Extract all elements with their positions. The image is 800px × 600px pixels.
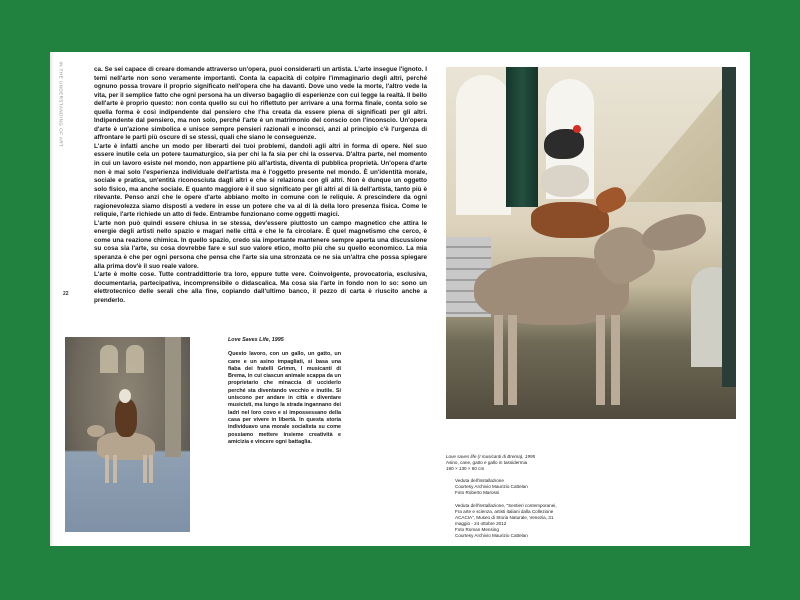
leg-shape [494,315,503,405]
window-shape [126,345,144,373]
large-artwork-photo [446,67,736,419]
credit-line: Courtesy Archivio Maurizio Cattelan [455,533,528,539]
cat-shape [541,165,589,197]
rooster-shape [119,389,131,403]
credit-line: Foto Roberto Marossi [455,490,500,496]
large-caption-medium: Asino, cane, gatto e gallo in tassidermia [446,460,528,466]
running-head-text: IN THE UNDERSTANDING OF ART [58,61,64,148]
marble-column-shape [506,67,538,207]
large-caption-dimensions: 190 × 130 × 60 cm [446,466,485,472]
page-edge [50,52,54,546]
small-caption-text: Questo lavoro, con un gallo, un gatto, un cane e un asino impagliati, si basa una fiaba dei fratelli Grimm, I musicanti di Brema, in cui ciascun animale scappa da un proprietario che minaccia di ucciderlo perché sta diventando vecchio e inutile. Si uniscono per andare in città e diventare musicisti, ma lungo la strada ingannano dei ladri nel loro covo e si impossessano della casa per vivere in libertà. In questa storia individuavo una morale socialista su come possiamo mettere insieme creatività e amicizia e vincere ogni battaglia. [228,351,341,445]
credit-line: Foto Roman Mensing [455,526,499,532]
small-caption-title: Love Saves Life, 1995 [228,337,284,343]
small-artwork-photo [65,337,190,532]
leg-shape [113,455,117,483]
credit-line: Fra arte e scienza, artisti italiani dalla Collezione [455,508,554,514]
leg-shape [611,315,620,405]
essay-paragraph: L'arte non può quindi essere chiusa in se stessa, dev'essere piuttosto un campo magnetico che attira le energie degli artisti nello spazio e magari nelle città e che le fa circolare. È quel magnetismo che cerco, è come una reazione chimica. In quello spazio, credo sia importante mantenere sempre aperta una discussione su cosa sia l'arte, su cosa dovrebbe fare e sul suo valore etico, molto più che su quello economico. La mia speranza è che per ogni persona che pensa che l'arte sia una stronzata ce ne sia un'altra che possa spiegare alla prima dov'è il suo reale valore. [94,219,427,270]
pillar-shape [165,337,181,457]
small-caption [228,337,341,446]
credit-line: Courtesy Archivio Maurizio Cattelan [455,484,528,490]
staircase-shape [626,72,736,202]
pillar-shape [722,67,736,387]
essay-paragraph: L'arte è infatti anche un modo per liberarti dei tuoi problemi, dandoli agli altri in forma di opere. Nel suo essere inutile cela un potere taumaturgico, sia per chi la fa sia per chi la osserva. D'altra parte, nel momento in cui un lavoro esiste nel mondo, non appartiene più all'artista, diventa di pubblica proprietà. Un'opera d'arte non è mai solo l'esperienza individuale dell'artista ma è l'oggetto presente nel mondo. È un'identità morale, sociale e pratica, un'entità riconosciuta dagli altri e che si relaziona con gli altri. Non è dunque un oggetto solo fisico, ma anche sociale. E quanto maggiore è il suo significato per gli altri al di là dell'artista, tanto più è rilevante. Penso anzi che le opere d'arte abbiano molto in comune con le reliquie. A prescindere da ogni ragionevolezza siamo disposti a vedere in esse un potere che va al di là della loro presenza fisica. Come le reliquie, l'arte richiede un atto di fede. Entrambe funzionano come oggetti magici. [94,142,427,219]
leg-shape [143,455,147,483]
rooster-comb-shape [573,125,581,133]
arch-window-shape [456,75,511,215]
leg-shape [105,455,109,483]
page-number: 22 [63,291,69,297]
running-head [56,61,64,154]
credit-line: ACACIA", Museo di Storia Naturale, Venezia, 31 [455,514,554,520]
large-caption-title: Love saves life (I musicanti di Brema), 1995 [446,454,536,459]
leg-shape [596,315,605,405]
credit-line: maggio - 24 ottobre 2012 [455,520,507,526]
credit-line: Veduta dell'installazione [455,478,504,484]
animal-stack-shape [115,399,137,437]
essay-body [94,66,427,305]
leg-shape [508,315,517,405]
credit-block-2 [446,503,596,540]
rooster-shape [544,129,584,159]
large-caption [446,454,596,539]
essay-paragraph: ca. Se sei capace di creare domande attraverso un'opera, puoi considerarti un artista. L'arte insegue l'ignoto. I temi nell'arte non sono veramente importanti. Conta la capacità di colpire l'immaginario degli altri, perché ognuno possa trovare il proprio significato nell'opera che ha davanti. Dove uno vede la morte, l'altro vede la vita, per il semplice fatto che ogni persona ha un diverso bagaglio di esperienze con cui legge la realtà. Il bello dell'arte è proprio questo: non conta quello su cui ho riflettuto per arrivare a una forma finale, conta solo se quella forma è così indipendente dal pensiero che l'ha creata da essere piena di significati per gli altri. Indipendente dal pensiero, ma non solo, perché l'arte è un matrimonio del conscio con l'inconscio. Un'opera d'arte è un'azione simbolica e unisce sempre pensieri razionali e inconsci, anzi al principio c'è l'urgenza di affrontare le parti più oscure di se stessi, quali che siano le conseguenze. [94,66,427,142]
book-spread [50,52,750,546]
credit-line: Veduta dell'installazione, "Sentieri contemporanei, [455,502,557,508]
credit-block-1 [446,478,596,496]
leg-shape [149,455,153,483]
window-shape [100,345,118,373]
essay-paragraph: L'arte è molte cose. Tutte contraddittorie tra loro, eppure tutte vere. Coinvolgente, provocatoria, esclusiva, documentaria, partecipativa, incomprensibile o didascalica. Ma cosa sia l'arte in fondo non lo so: sono un elettrotecnico delle serali che alla fine, copiando dall'ultimo banco, il pezzo di carta è riuscito anche a prenderlo. [94,271,427,304]
